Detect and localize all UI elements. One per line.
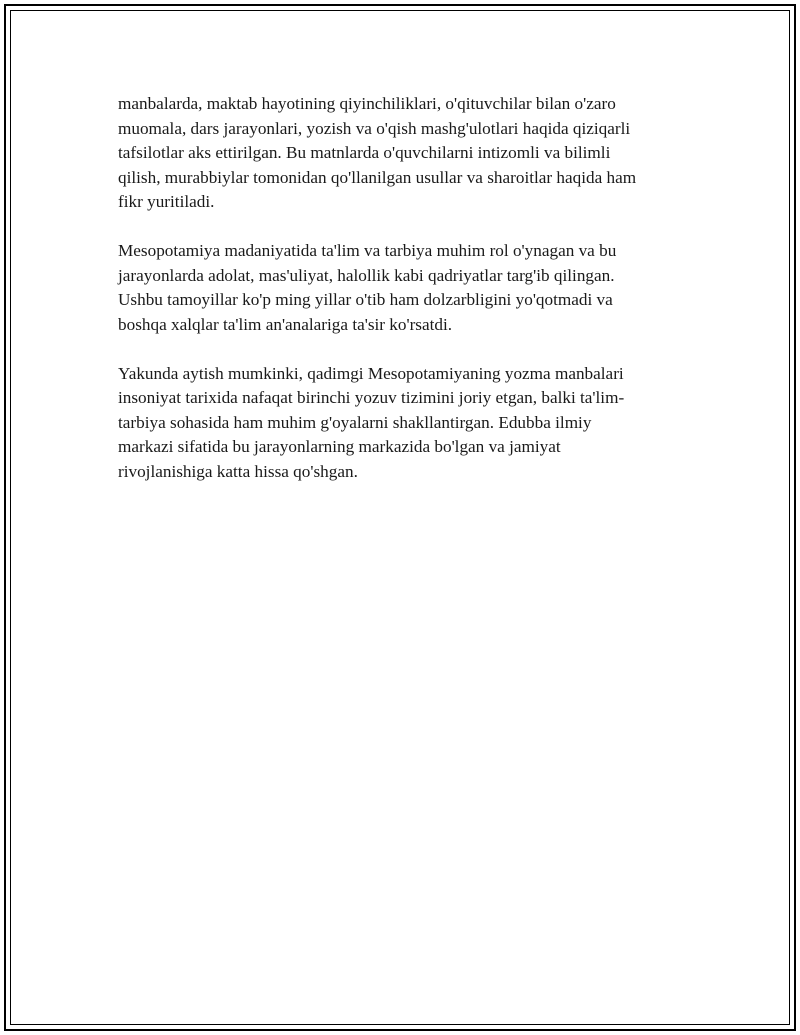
paragraph-2: Mesopotamiya madaniyatida ta'lim va tarbiya muhim rol o'ynagan va bu jarayonlarda adolat, mas'uliyat, halollik kabi qadriyatlar targ'ib qilingan. Ushbu tamoyillar ko'p ming yillar o'tib ham dolzarbligini yo'qotmadi va boshqa xalqlar ta'lim an'analariga ta'sir ko'rsatdi. (118, 241, 617, 334)
paragraph-1: manbalarda, maktab hayotining qiyinchiliklari, o'qituvchilar bilan o'zaro muomala, dars jarayonlari, yozish va o'qish mashg'ulotlari haqida qiziqarli tafsilotlar aks ettirilgan. Bu matnlarda o'quvchilarni intizomli va bilimli qilish, murabbiylar tomonidan qo'llanilgan usullar va sharoitlar haqida ham fikr yuritiladi. (118, 94, 637, 211)
page-body-text (118, 92, 678, 509)
paragraph-3: Yakunda aytish mumkinki, qadimgi Mesopotamiyaning yozma manbalari insoniyat tarixida nafaqat birinchi yozuv tizimini joriy etgan, balki ta'lim- tarbiya sohasida ham muhim g'oyalarni shakllantirgan. Edubba ilmiy markazi sifatida bu jarayonlarning markazida bo'lgan va jamiyat rivojlanishiga katta hissa qo'shgan. (118, 363, 625, 481)
